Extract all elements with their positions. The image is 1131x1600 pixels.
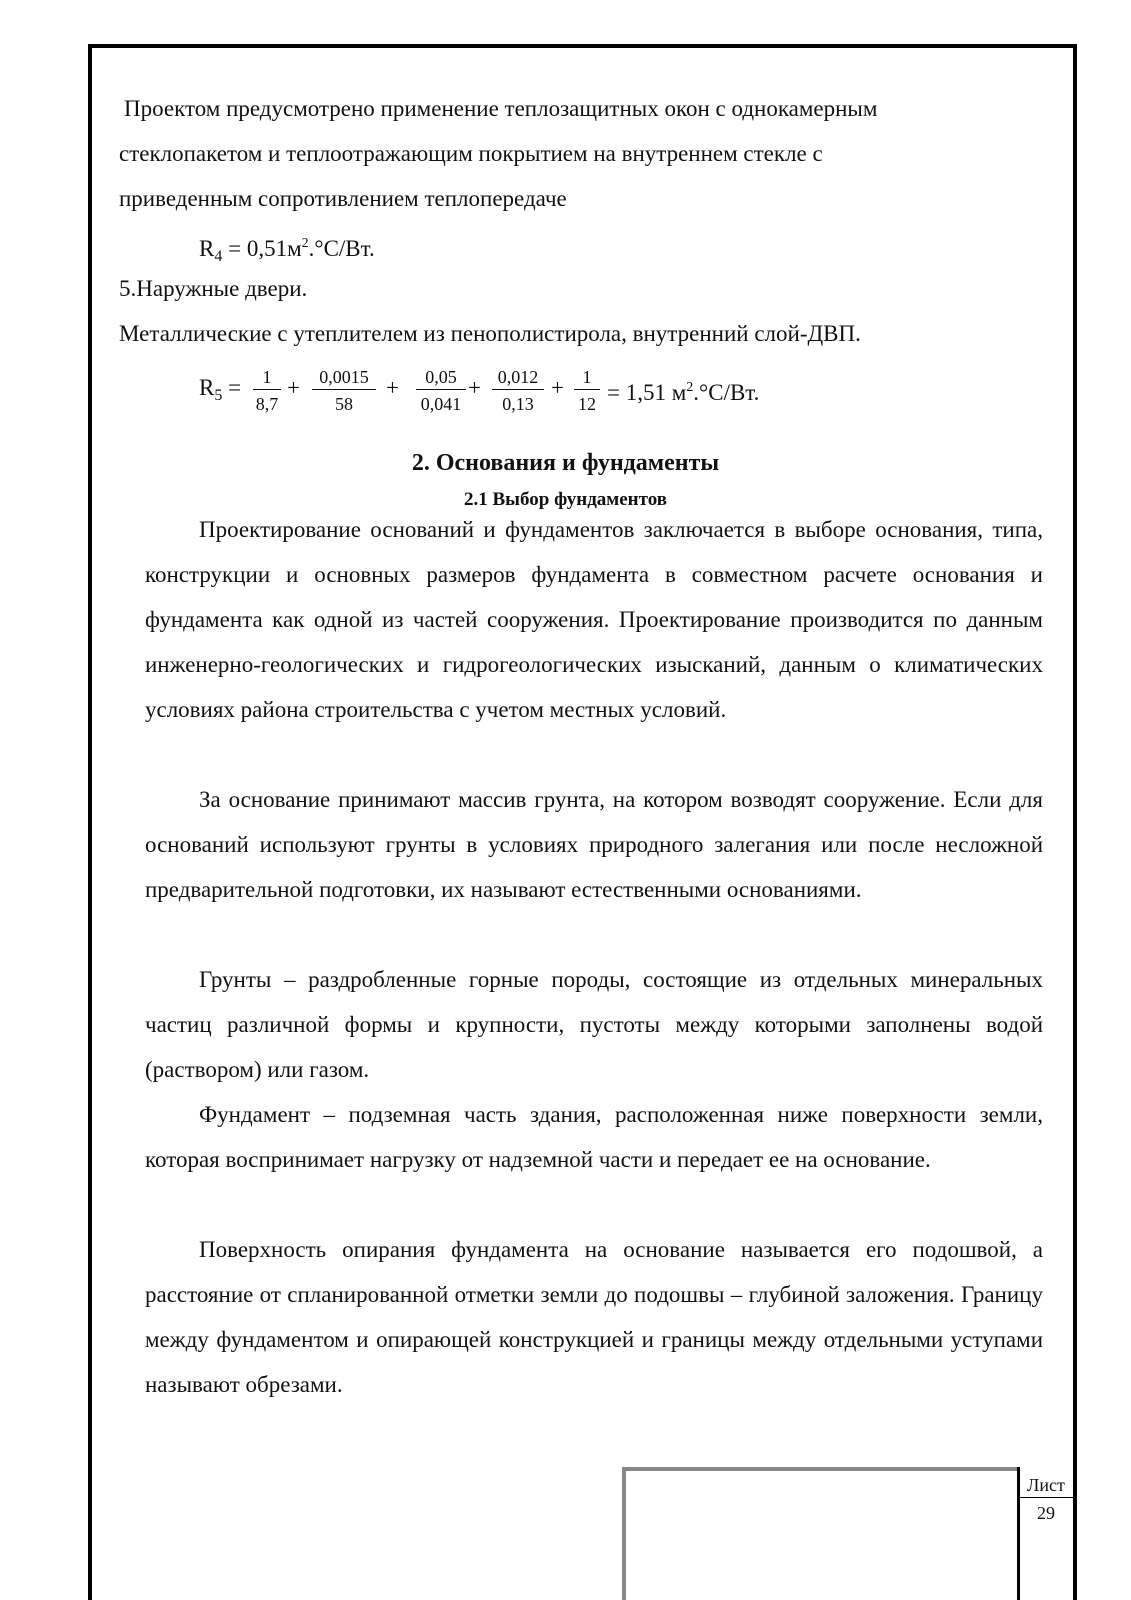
- paragraph-foundation-definition: Фундамент – подземная часть здания, расположенная ниже поверхности земли, которая воспринимает нагрузку от надземной части и передает ее на основание.: [145, 1102, 1043, 1172]
- r5-unit: .°С/Вт.: [693, 380, 760, 405]
- r4-unit: .°С/Вт.: [308, 236, 375, 261]
- r5-fraction-3: [416, 368, 466, 413]
- fraction-numerator: 1: [253, 368, 281, 390]
- r5-result: [607, 376, 759, 404]
- intro-line-3: приведенным сопротивлением теплопередаче: [119, 186, 567, 211]
- r5-fraction-1: [253, 368, 281, 413]
- r5-fraction-5: [574, 368, 600, 413]
- r4-exponent: 2: [301, 236, 309, 251]
- intro-line-2: стеклопакетом и теплоотражающим покрытием на внутреннем стекле с: [119, 141, 823, 166]
- title-block-top-border: [622, 1467, 1020, 1471]
- r5-index: 5: [214, 387, 223, 404]
- r5-result-value: = 1,51 м: [607, 380, 687, 405]
- sheet-cell-divider: [1019, 1497, 1075, 1498]
- paragraph-foundation-sole: Поверхность опирания фундамента на основание называется его подошвой, а расстояние от спланированной отметки земли до подошвы – глубиной заложения. Границу между фундаментом и опирающей конструкцией и границы между отдельными уступами называют обрезами.: [145, 1237, 1043, 1397]
- paragraph-soils-definition: Грунты – раздробленные горные породы, состоящие из отдельных минеральных частиц различной формы и крупности, пустоты между которыми заполнены водой (раствором) или газом.: [145, 967, 1043, 1082]
- r5-plus-1: +: [287, 375, 300, 400]
- r4-index: 4: [214, 248, 223, 265]
- fraction-numerator: 0,05: [416, 368, 466, 390]
- fraction-denominator: 58: [335, 394, 353, 414]
- fraction-denominator: 12: [578, 394, 596, 414]
- paragraph-base-definition: За основание принимают массив грунта, на котором возводят сооружение. Если для оснований используют грунты в условиях природного залегания или после несложной предварительной подготовки, их называют естественными основаниями.: [145, 787, 1043, 902]
- frame-right-border: [1073, 44, 1077, 1600]
- r5-plus-4: +: [551, 375, 564, 400]
- doors-description: Металлические с утеплителем из пенополистирола, внутренний слой-ДВП.: [119, 321, 861, 346]
- section-title: 2. Основания и фундаменты: [411, 450, 720, 476]
- fraction-numerator: 0,012: [492, 368, 544, 390]
- r5-fraction-4: [492, 368, 544, 413]
- r5-fraction-2: [312, 368, 376, 413]
- fraction-denominator: 0,13: [502, 394, 534, 414]
- fraction-denominator: 8,7: [255, 394, 279, 414]
- r4-formula: [199, 232, 375, 268]
- paragraph-foundation-design: Проектирование оснований и фундаментов заключается в выборе основания, типа, конструкции и основных размеров фундамента в совместном расчете основания и фундамента как одной из частей сооружения. Проектирование производится по данным инженерно-геологических и гидрогеологических изысканий, данным о климатических условиях района строительства с учетом местных условий.: [145, 517, 1043, 722]
- fraction-denominator: 0,041: [420, 394, 462, 414]
- r4-symbol: R: [199, 236, 215, 261]
- r5-symbol: R: [199, 375, 215, 400]
- section-subtitle: 2.1 Выбор фундаментов: [464, 489, 667, 510]
- r5-plus-2: +: [386, 375, 399, 400]
- sheet-label: Лист: [1027, 1475, 1065, 1495]
- sheet-number: 29: [1037, 1503, 1055, 1523]
- fraction-numerator: 0,0015: [312, 368, 376, 390]
- r4-value: = 0,51м: [222, 236, 302, 261]
- frame-top-border: [91, 44, 1076, 48]
- intro-line-1: Проектом предусмотрено применение теплозащитных окон с однокамерным: [124, 96, 878, 121]
- fraction-numerator: 1: [574, 368, 600, 390]
- doors-heading: 5.Наружные двери.: [119, 276, 308, 301]
- r5-lhs: [199, 376, 241, 407]
- r5-exponent: 2: [686, 380, 694, 395]
- frame-left-border: [88, 44, 92, 1600]
- title-block-left-border: [622, 1467, 626, 1600]
- r5-equals: =: [228, 375, 242, 400]
- r5-plus-3: +: [468, 375, 481, 400]
